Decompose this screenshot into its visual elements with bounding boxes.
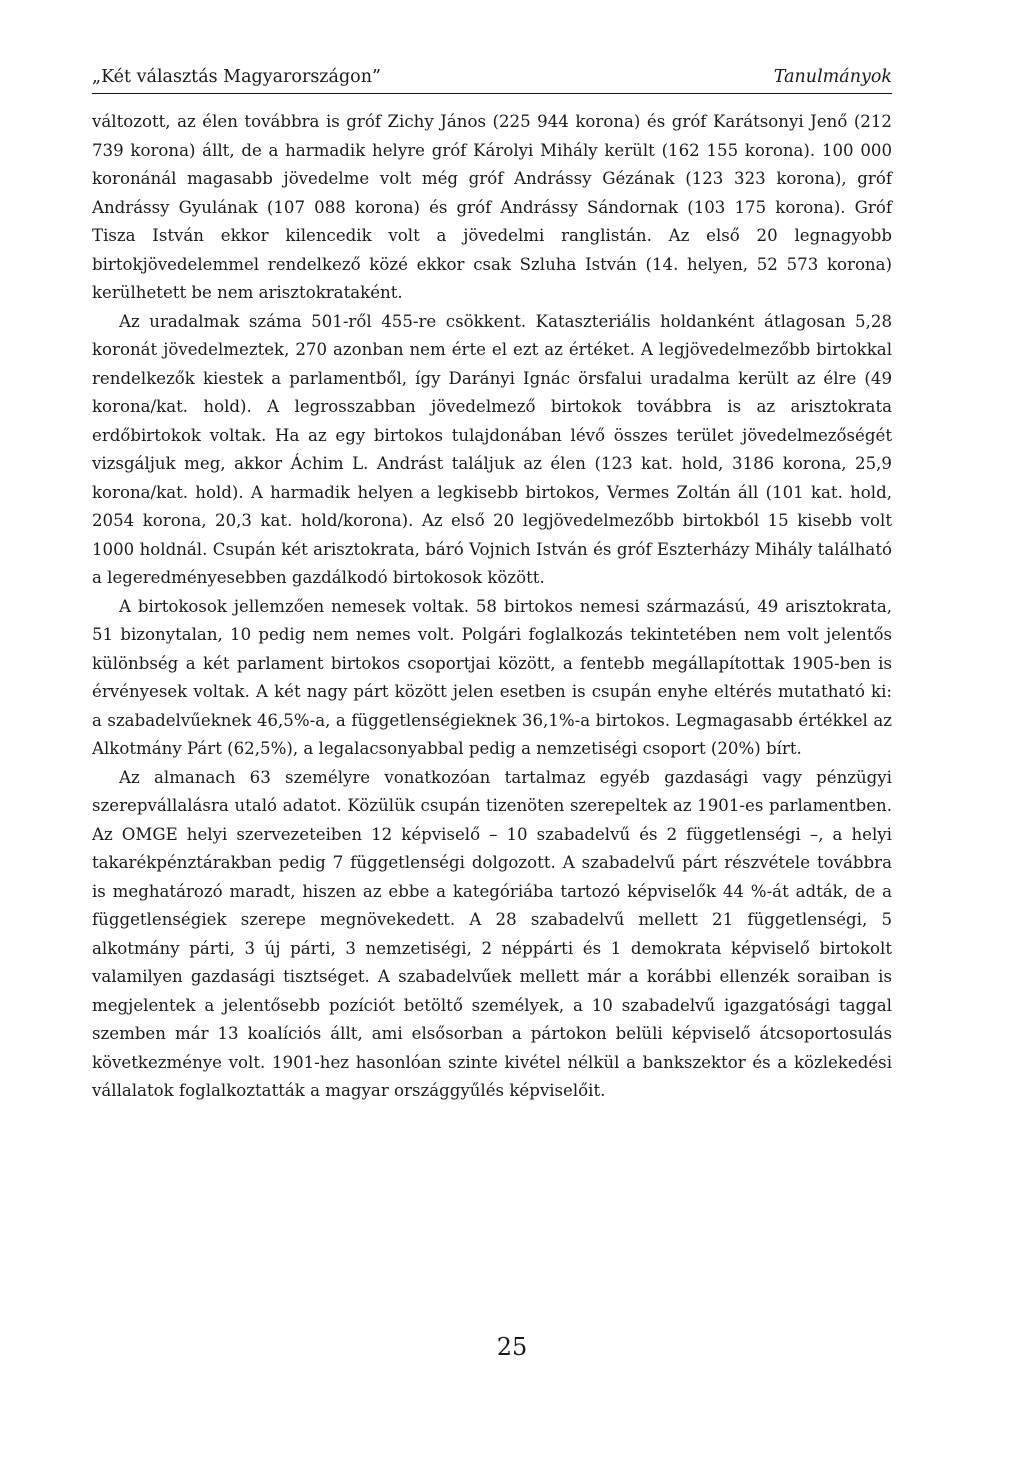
header-section: Tanulmányok (773, 67, 892, 87)
paragraph: A birtokosok jellemzően nemesek voltak. 58 birtokos nemesi származású, 49 arisztokrata, 51 bizonytalan, 10 pedig nem nemes volt. Polgári foglalkozás tekintetében nem volt jelentős különbség a két parlament birtokos csoportjai között, a fentebb megállapítottak 1905-ben is érvényesek voltak. A két nagy párt között jelen esetben is csupán enyhe eltérés mutatható ki: a szabadelvűeknek 46,5%-a, a függetlenségieknek 36,1%-a birtokos. Legmagasabb értékkel az Alkotmány Párt (62,5%), a legalacsonyabbal pedig a nemzetiségi csoport (20%) bírt. (92, 596, 892, 758)
paragraph: változott, az élen továbbra is gróf Zichy János (225 944 korona) és gróf Karátsonyi Jenő (212 739 korona) állt, de a harmadik helyre gróf Károlyi Mihály került (162 155 korona). 100 000 koronánál magasabb jövedelme volt még gróf Andrássy Gézának (123 323 korona), gróf Andrássy Gyulának (107 088 korona) és gróf Andrássy Sándornak (103 175 korona). Gróf Tisza István ekkor kilencedik volt a jövedelmi ranglistán. Az első 20 legnagyobb birtokjövedelemmel rendelkező közé ekkor csak Szluha István (14. helyen, 52 573 korona) kerülhetett be nem arisztokrataként. (92, 112, 892, 302)
running-header (92, 66, 892, 94)
paragraph: Az uradalmak száma 501-ről 455-re csökkent. Kataszteriális holdanként átlagosan 5,28 koronát jövedelmeztek, 270 azonban nem érte el ezt az értéket. A legjövedelmezőbb birtokkal rendelkezők kiestek a parlamentből, így Darányi Ignác örsfalui uradalma került az élre (49 korona/kat. hold). A legrosszabban jövedelmező birtokok továbbra is az arisztokrata erdőbirtokok voltak. Ha az egy birtokos tulajdonában lévő összes terület jövedelmezőségét vizsgáljuk meg, akkor Áchim L. Andrást találjuk az élen (123 kat. hold, 3186 korona, 25,9 korona/kat. hold). A harmadik helyen a legkisebb birtokos, Vermes Zoltán áll (101 kat. hold, 2054 korona, 20,3 kat. hold/korona). Az első 20 legjövedelmezőbb birtokból 15 kisebb volt 1000 holdnál. Csupán két arisztokrata, báró Vojnich István és gróf Eszterházy Mihály található a legeredményesebben gazdálkodó birtokosok között. (92, 311, 892, 587)
paragraph: Az almanach 63 személyre vonatkozóan tartalmaz egyéb gazdasági vagy pénzügyi szerepvállalásra utaló adatot. Közülük csupán tizenöten szerepeltek az 1901-es parlamentben. Az OMGE helyi szervezeteiben 12 képviselő – 10 szabadelvű és 2 függetlenségi –, a helyi takarékpénztárakban pedig 7 függetlenségi dolgozott. A szabadelvű párt részvétele továbbra is meghatározó maradt, hiszen az ebbe a kategóriába tartozó képviselők 44 %-át adták, de a függetlenségiek szerepe megnövekedett. A 28 szabadelvű mellett 21 függetlenségi, 5 alkotmány párti, 3 új párti, 3 nemzetiségi, 2 néppárti és 1 demokrata képviselő birtokolt valamilyen gazdasági tisztséget. A szabadelvűek mellett már a korábbi ellenzék soraiban is megjelentek a jelentősebb pozíciót betöltő személyek, a 10 szabadelvű igazgatósági taggal szemben már 13 koalíciós állt, ami elsősorban a pártokon belüli képviselő átcsoportosulás következménye volt. 1901-hez hasonlóan szinte kivétel nélkül a bankszektor és a közlekedési vállalatok foglalkoztatták a magyar országgyűlés képviselőit. (92, 767, 892, 1100)
page-number: 25 (496, 1333, 528, 1361)
header-title: „Két választás Magyarországon” (92, 67, 381, 87)
page-content (92, 66, 892, 1106)
body-text (92, 108, 892, 1106)
